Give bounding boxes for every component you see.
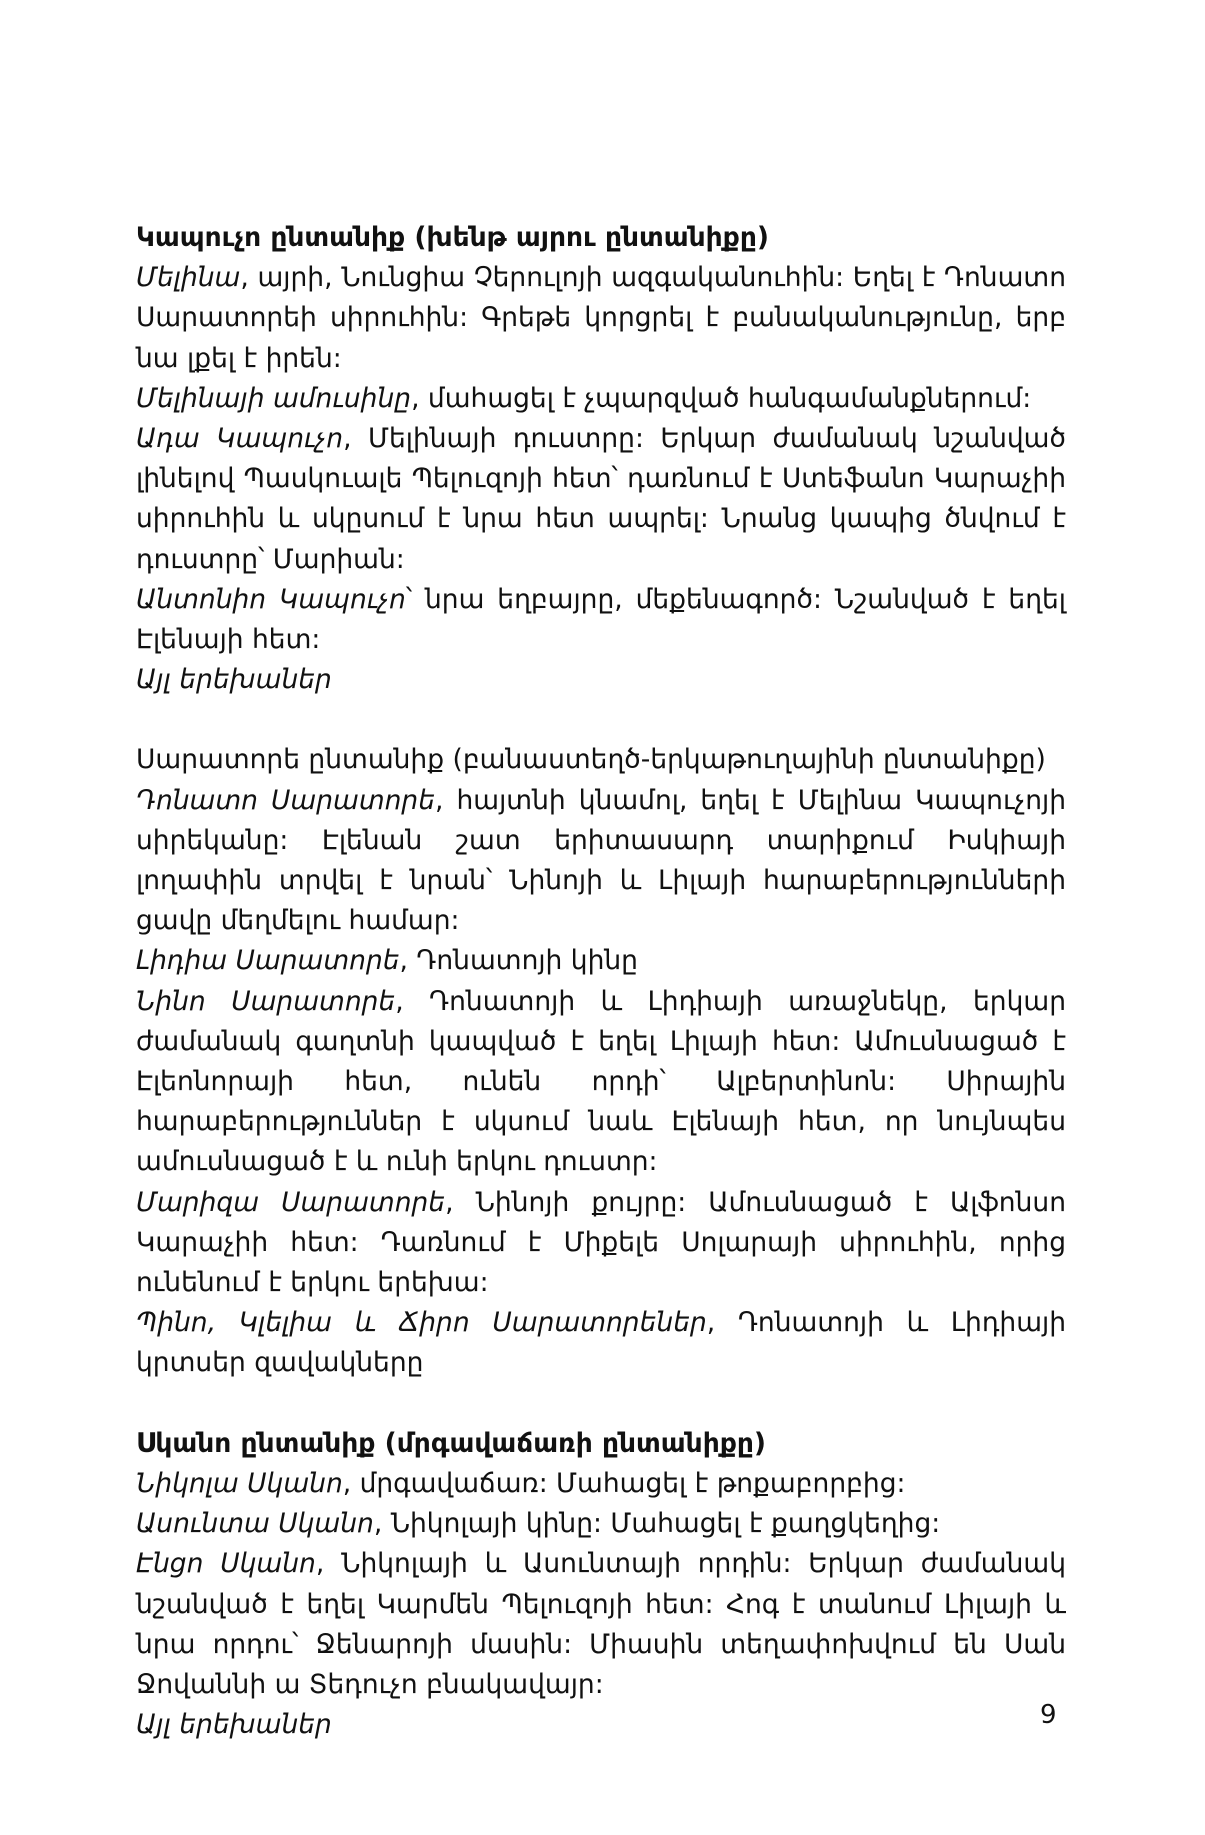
character-name: Մարիզա Սարատորե xyxy=(136,1186,446,1218)
page-number: 9 xyxy=(1040,1700,1057,1730)
character-name: Լիդիա Սարատորե xyxy=(136,945,400,977)
character-name: Նինո Սարատորե xyxy=(136,985,396,1017)
character-name: Դոնատո Սարատորե xyxy=(136,784,436,816)
character-name: Պինո, Կլելիա և Ճիրո Սարատորեներ xyxy=(136,1307,707,1339)
character-name: Էնցո Սկանո xyxy=(136,1548,316,1580)
character-description: , Նիկոլայի և Ասունտայի որդին: Երկար ժամանակ նշանված է եղել Կարմեն Պելուզոյի հետ: Հոգ է տանում Լիլայի և նրա որդու՝ Ջենարոյի մասին: Միասին տեղափոխվում են Սան Ջովաննի ա Տեդուչո բնակավայր: xyxy=(136,1548,1066,1700)
section-gap xyxy=(136,1384,1066,1424)
character-entry xyxy=(136,941,1066,981)
family-section xyxy=(136,1424,1066,1746)
character-description: , Դոնատոյի և Լիդիայի առաջնեկը, երկար ժամանակ գաղտնի կապված է եղել Լիլայի հետ: Ամուսնացած է Էլեոնորայի հետ, ունեն որդի՝ Ալբերտինոն: Սիրային հարաբերություններ է սկսում նաև Էլենայի հետ, որ նույնպես ամուսնացած է և ունի երկու դուստր: xyxy=(136,985,1067,1178)
character-entry xyxy=(136,982,1066,1183)
character-name: Ասունտա Սկանո xyxy=(136,1508,374,1540)
character-entry xyxy=(136,1303,1066,1383)
character-entry xyxy=(136,258,1066,379)
section-heading: Սկանո ընտանիք (մրգավաճառի ընտանիքը) xyxy=(136,1427,767,1459)
character-entry xyxy=(136,1705,1066,1745)
character-entry xyxy=(136,660,1066,700)
section-heading: Սարատորե ընտանիք (բանաստեղծ-երկաթուղայինի ընտանիքը) xyxy=(136,744,1046,776)
character-description: , Դոնատոյի կինը xyxy=(399,945,638,977)
character-name: Ադա Կապուչո xyxy=(136,423,344,455)
character-entry xyxy=(136,580,1066,660)
character-name: Այլ երեխաներ xyxy=(136,1709,332,1741)
character-description: ՝ նրա եղբայրը, մեքենագործ: Նշանված է եղել Էլենայի հետ: xyxy=(136,583,1066,656)
character-entry xyxy=(136,1504,1066,1544)
character-description: , Նինոյի քույրը: Ամուսնացած է Ալֆոնսո Կարաչիի հետ: Դառնում է Միքելե Սոլարայի սիրուհին, որից ունենում է երկու երեխա: xyxy=(136,1186,1066,1299)
character-entry xyxy=(136,1544,1066,1705)
page-content xyxy=(136,218,1066,1745)
character-description: , Մելինայի դուստրը: Երկար ժամանակ նշանված լինելով Պասկուալե Պելուզոյի հետ՝ դառնում է Ստեֆանո Կարաչիի սիրուհին և սկըսում է նրա հետ ապրել: Նրանց կապից ծնվում է դուստրը՝ Մարիան: xyxy=(136,423,1066,575)
family-section xyxy=(136,218,1066,700)
family-section xyxy=(136,740,1066,1383)
sections-container xyxy=(136,218,1066,1745)
character-description: , հայտնի կնամոլ, եղել է Մելինա Կապուչոյի սիրեկանը: Էլենան շատ երիտասարդ տարիքում Իսկիայի լողափին տրվել է նրան՝ Նինոյի և Լիլայի հարաբերությունների ցավը մեղմելու համար: xyxy=(136,784,1066,937)
character-description: , Դոնատոյի և Լիդիայի կրտսեր զավակները xyxy=(136,1307,1067,1379)
section-heading: Կապուչո ընտանիք (խենթ այրու ընտանիքը) xyxy=(136,222,769,253)
character-name: Մելինա xyxy=(136,262,241,294)
character-description: , մահացել է չպարզված հանգամանքներում: xyxy=(411,382,1032,414)
character-name: Մելինայի ամուսինը xyxy=(136,382,412,414)
character-description: , Նիկոլայի կինը: Մահացել է քաղցկեղից: xyxy=(373,1508,941,1540)
character-name: Այլ երեխաներ xyxy=(136,664,332,696)
character-entry xyxy=(136,1183,1066,1304)
character-entry xyxy=(136,1464,1066,1504)
character-name: Անտոնիո Կապուչո xyxy=(136,583,406,615)
character-entry xyxy=(136,379,1066,419)
character-entry xyxy=(136,781,1066,942)
character-name: Նիկոլա Սկանո xyxy=(136,1467,343,1499)
character-description: , այրի, Նունցիա Չերուլոյի ազգականուհին: Եղել է Դոնատո Սարատորեի սիրուհին: Գրեթե կորցրել է բանականությունը, երբ նա լքել է իրեն: xyxy=(136,262,1066,374)
character-description: , մրգավաճառ: Մահացել է թոքաբորբից: xyxy=(342,1467,906,1499)
character-entry xyxy=(136,419,1066,580)
section-gap xyxy=(136,700,1066,740)
